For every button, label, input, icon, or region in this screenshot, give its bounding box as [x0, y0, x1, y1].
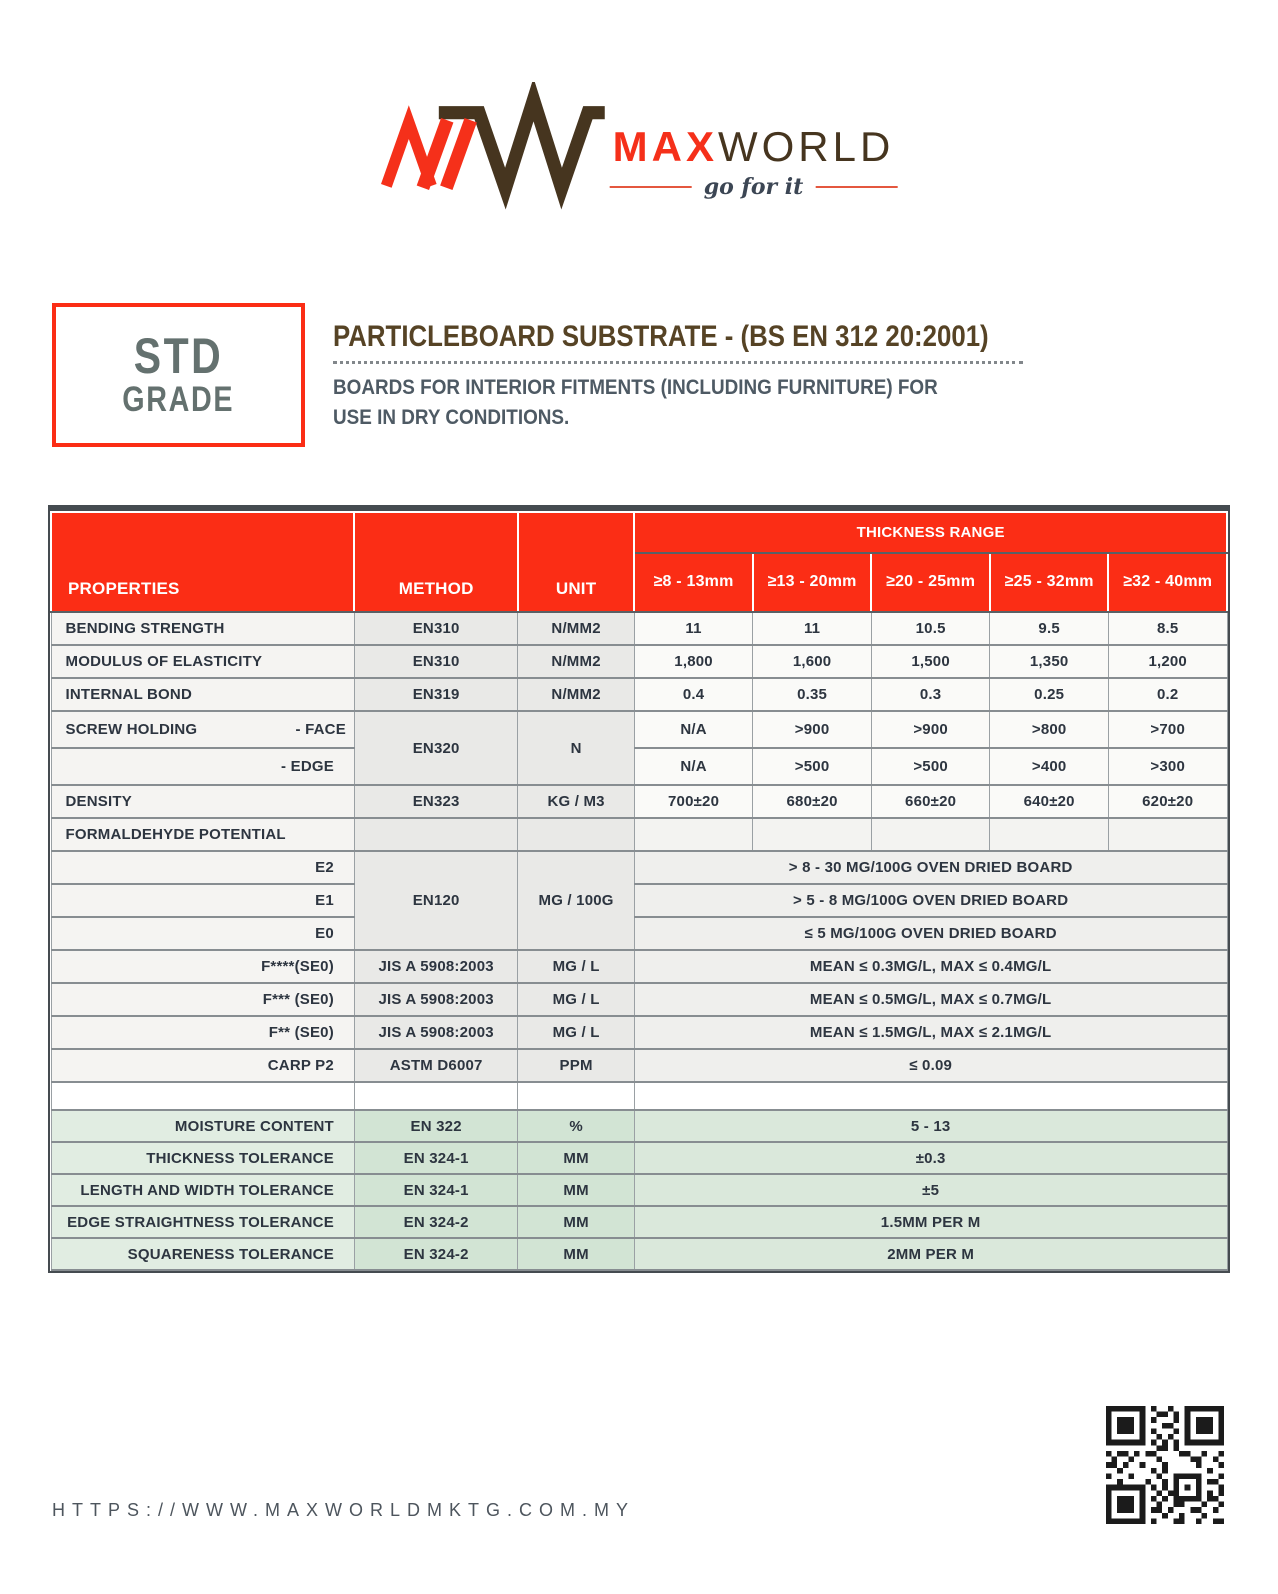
cell-value: N/A: [634, 711, 753, 748]
cell-value: 5 - 13: [634, 1110, 1227, 1142]
method-value: EN 324-1: [354, 1174, 517, 1206]
tagline-right-rule: [815, 186, 897, 188]
method-value: JIS A 5908:2003: [354, 983, 517, 1016]
cell-value: ≤ 5 MG/100G OVEN DRIED BOARD: [634, 917, 1227, 950]
cell-value: 1.5MM PER M: [634, 1206, 1227, 1238]
row-e1: [51, 884, 1227, 917]
property-label-main: SCREW HOLDING: [65, 721, 198, 738]
property-label: F****(SE0): [51, 950, 354, 983]
cell-value: > 5 - 8 MG/100G OVEN DRIED BOARD: [634, 884, 1227, 917]
cell-value: MEAN ≤ 0.3MG/L, MAX ≤ 0.4MG/L: [634, 950, 1227, 983]
cell-value: 10.5: [871, 612, 990, 645]
spec-table: [50, 511, 1228, 1271]
property-label: DENSITY: [51, 785, 354, 818]
cell-value: [634, 818, 753, 851]
method-value: EN310: [354, 612, 517, 645]
row-f3-se0: [51, 983, 1227, 1016]
row-moisture-content: [51, 1110, 1227, 1142]
property-label: MOISTURE CONTENT: [51, 1110, 354, 1142]
cell-value: 1,500: [871, 645, 990, 678]
property-label: E2: [51, 851, 354, 884]
method-value: EN319: [354, 678, 517, 711]
cell-value: 1,800: [634, 645, 753, 678]
spacer-cell: [518, 1082, 634, 1110]
unit-value: MG / 100G: [518, 851, 634, 950]
maxworld-monogram-icon: [381, 82, 606, 210]
method-value: JIS A 5908:2003: [354, 1016, 517, 1049]
method-value: [354, 818, 517, 851]
column-header-range-4: ≥25 - 32mm: [990, 553, 1109, 612]
method-value: EN 324-2: [354, 1206, 517, 1238]
cell-value: N/A: [634, 748, 753, 785]
cell-value: MEAN ≤ 0.5MG/L, MAX ≤ 0.7MG/L: [634, 983, 1227, 1016]
column-header-range-1: ≥8 - 13mm: [634, 553, 753, 612]
cell-value: 1,350: [990, 645, 1109, 678]
cell-value: 11: [753, 612, 872, 645]
row-f2-se0: [51, 1016, 1227, 1049]
grade-badge-code: STD: [133, 327, 224, 384]
website-url: HTTPS://WWW.MAXWORLDMKTG.COM.MY: [52, 1500, 635, 1520]
unit-value: N/MM2: [518, 645, 634, 678]
method-value: EN120: [354, 851, 517, 950]
row-spacer: [51, 1082, 1227, 1110]
qr-code: [1106, 1406, 1224, 1524]
cell-value: >400: [990, 748, 1109, 785]
cell-value: ±0.3: [634, 1142, 1227, 1174]
unit-value: MM: [518, 1142, 634, 1174]
row-thickness-tolerance: [51, 1142, 1227, 1174]
brand-wordmark: [612, 123, 895, 170]
row-length-width-tolerance: [51, 1174, 1227, 1206]
title-dotted-rule: [333, 361, 1023, 364]
grade-badge-label: GRADE: [122, 379, 235, 419]
property-label: MODULUS OF ELASTICITY: [51, 645, 354, 678]
unit-value: %: [518, 1110, 634, 1142]
property-label: INTERNAL BOND: [51, 678, 354, 711]
cell-value: 620±20: [1108, 785, 1227, 818]
row-f4-se0: [51, 950, 1227, 983]
row-carp-p2: [51, 1049, 1227, 1082]
property-label: E0: [51, 917, 354, 950]
unit-value: N/MM2: [518, 678, 634, 711]
method-value: EN 322: [354, 1110, 517, 1142]
property-label: - EDGE: [51, 748, 354, 785]
cell-value: [1108, 818, 1227, 851]
cell-value: 2MM PER M: [634, 1238, 1227, 1270]
cell-value: 11: [634, 612, 753, 645]
cell-value: 0.25: [990, 678, 1109, 711]
cell-value: [871, 818, 990, 851]
property-label: EDGE STRAIGHTNESS TOLERANCE: [51, 1206, 354, 1238]
unit-value: MM: [518, 1238, 634, 1270]
row-squareness-tolerance: [51, 1238, 1227, 1270]
cell-value: 0.4: [634, 678, 753, 711]
row-density: [51, 785, 1227, 818]
unit-value: PPM: [518, 1049, 634, 1082]
property-label: [51, 711, 354, 748]
column-header-range-5: ≥32 - 40mm: [1108, 553, 1227, 612]
row-e0: [51, 917, 1227, 950]
unit-value: MG / L: [518, 983, 634, 1016]
column-header-unit: UNIT: [518, 512, 634, 612]
spacer-cell: [51, 1082, 354, 1110]
row-bending-strength: [51, 612, 1227, 645]
method-value: EN310: [354, 645, 517, 678]
column-header-thickness-range: THICKNESS RANGE: [634, 512, 1227, 553]
unit-value: N/MM2: [518, 612, 634, 645]
cell-value: MEAN ≤ 1.5MG/L, MAX ≤ 2.1MG/L: [634, 1016, 1227, 1049]
subtitle-line-2: USE IN DRY CONDITIONS.: [333, 406, 570, 430]
property-label: F*** (SE0): [51, 983, 354, 1016]
header-row-top: [51, 512, 1227, 553]
cell-value: [753, 818, 872, 851]
cell-value: ≤ 0.09: [634, 1049, 1227, 1082]
method-value: EN323: [354, 785, 517, 818]
row-screw-holding-face: [51, 711, 1227, 748]
property-label: BENDING STRENGTH: [51, 612, 354, 645]
cell-value: 9.5: [990, 612, 1109, 645]
tagline-text: go for it: [703, 174, 804, 200]
cell-value: >700: [1108, 711, 1227, 748]
unit-value: MM: [518, 1174, 634, 1206]
property-label: CARP P2: [51, 1049, 354, 1082]
cell-value: 640±20: [990, 785, 1109, 818]
row-edge-straightness-tolerance: [51, 1206, 1227, 1238]
property-label-suffix: - FACE: [295, 721, 346, 738]
tagline-left-rule: [610, 186, 692, 188]
cell-value: >800: [990, 711, 1109, 748]
cell-value: 700±20: [634, 785, 753, 818]
brand-logo: [381, 82, 898, 210]
page-subtitle: [333, 373, 1053, 434]
cell-value: 0.3: [871, 678, 990, 711]
cell-value: >300: [1108, 748, 1227, 785]
row-formaldehyde-potential: [51, 818, 1227, 851]
row-screw-holding-edge: [51, 748, 1227, 785]
column-header-method: METHOD: [354, 512, 517, 612]
column-header-properties: PROPERTIES: [51, 512, 354, 612]
cell-value: ±5: [634, 1174, 1227, 1206]
cell-value: 660±20: [871, 785, 990, 818]
property-label: THICKNESS TOLERANCE: [51, 1142, 354, 1174]
cell-value: [990, 818, 1109, 851]
unit-value: MG / L: [518, 1016, 634, 1049]
cell-value: 8.5: [1108, 612, 1227, 645]
cell-value: > 8 - 30 MG/100G OVEN DRIED BOARD: [634, 851, 1227, 884]
unit-value: N: [518, 711, 634, 785]
cell-value: 0.35: [753, 678, 872, 711]
property-label: F** (SE0): [51, 1016, 354, 1049]
column-header-range-2: ≥13 - 20mm: [753, 553, 872, 612]
unit-value: KG / M3: [518, 785, 634, 818]
cell-value: 1,200: [1108, 645, 1227, 678]
row-modulus-of-elasticity: [51, 645, 1227, 678]
cell-value: >900: [753, 711, 872, 748]
property-label: E1: [51, 884, 354, 917]
method-value: ASTM D6007: [354, 1049, 517, 1082]
property-label: FORMALDEHYDE POTENTIAL: [51, 818, 354, 851]
brand-wordmark-world: WORLD: [718, 123, 895, 170]
grade-badge: [52, 303, 305, 447]
cell-value: >500: [871, 748, 990, 785]
row-e2: [51, 851, 1227, 884]
unit-value: MG / L: [518, 950, 634, 983]
column-header-range-3: ≥20 - 25mm: [871, 553, 990, 612]
cell-value: 0.2: [1108, 678, 1227, 711]
method-value: EN 324-2: [354, 1238, 517, 1270]
spec-table-container: [48, 505, 1230, 1273]
brand-tagline: [610, 174, 898, 200]
method-value: EN 324-1: [354, 1142, 517, 1174]
spacer-cell: [634, 1082, 1227, 1110]
cell-value: 680±20: [753, 785, 872, 818]
unit-value: MM: [518, 1206, 634, 1238]
unit-value: [518, 818, 634, 851]
brand-wordmark-max: MAX: [612, 123, 718, 170]
property-label: LENGTH AND WIDTH TOLERANCE: [51, 1174, 354, 1206]
subtitle-line-1: BOARDS FOR INTERIOR FITMENTS (INCLUDING FURNITURE) FOR: [333, 376, 938, 399]
method-value: EN320: [354, 711, 517, 785]
row-internal-bond: [51, 678, 1227, 711]
page-title: PARTICLEBOARD SUBSTRATE - (BS EN 312 20:2001): [333, 320, 989, 353]
method-value: JIS A 5908:2003: [354, 950, 517, 983]
cell-value: 1,600: [753, 645, 872, 678]
cell-value: >900: [871, 711, 990, 748]
spacer-cell: [354, 1082, 517, 1110]
document-heading: [333, 320, 1133, 434]
property-label: SQUARENESS TOLERANCE: [51, 1238, 354, 1270]
cell-value: >500: [753, 748, 872, 785]
